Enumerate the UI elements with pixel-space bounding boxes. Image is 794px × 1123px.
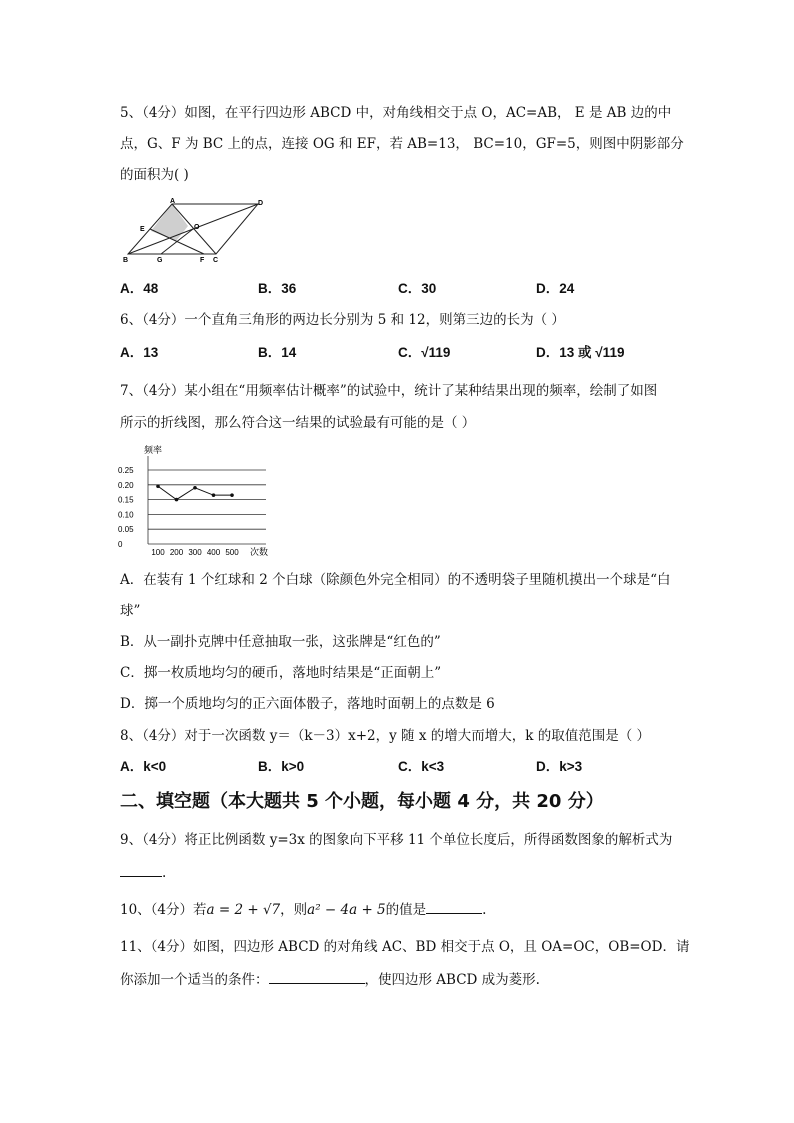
label-o: O	[194, 224, 200, 231]
q5-line2: 点，G、F 为 BC 上的点，连接 OG 和 EF，若 AB=13， BC=10，GF=5，则图中阴影部分	[120, 136, 684, 152]
q6-option-d[interactable]: D．13 或 √119	[536, 345, 625, 360]
q6-option-c[interactable]: C．√119	[398, 345, 451, 360]
q5-figure-parallelogram	[118, 196, 268, 266]
q5-line3: 的面积为( )	[120, 167, 189, 183]
q11-line1: 11、（4分）如图，四边形 ABCD 的对角线 AC、BD 相交于点 O，且 OA=OC，OB=OD．请	[120, 939, 690, 955]
q5-line1: 5、（4分）如图，在平行四边形 ABCD 中，对角线相交于点 O，AC=AB， E 是 AB 边的中	[120, 105, 672, 121]
q11-prefix: 你添加一个适当的条件：	[120, 972, 269, 988]
label-a: A	[170, 198, 176, 205]
chart-xtick-label: 300	[188, 548, 202, 557]
chart-point	[212, 493, 216, 497]
q6-line1: 6、（4分）一个直角三角形的两边长分别为 5 和 12，则第三边的长为（ ）	[120, 312, 565, 328]
chart-point	[230, 493, 234, 497]
chart-ytick-label: 0.05	[118, 525, 134, 535]
q6-option-b[interactable]: B．14	[258, 345, 297, 360]
label-d: D	[258, 200, 264, 207]
q10-prefix: 10、（4分）若	[120, 902, 207, 918]
q8-line1: 8、（4分）对于一次函数 y＝（k－3）x+2，y 随 x 的增大而增大，k 的取值范围是（ ）	[120, 728, 651, 744]
q9-period: .	[162, 865, 167, 881]
chart-xlabel: 次数	[250, 547, 269, 557]
chart-xtick-label: 400	[206, 548, 221, 557]
q8-option-a[interactable]: A．k<0	[120, 759, 167, 774]
label-g: G	[157, 257, 163, 264]
section-2-title: 二、填空题（本大题共 5 个小题，每小题 4 分，共 20 分）	[120, 791, 604, 812]
chart-point	[193, 486, 197, 490]
chart-point	[156, 484, 160, 488]
chart-xtick-label: 100	[151, 548, 165, 557]
q11-line2	[120, 969, 540, 989]
chart-xtick-label: 500	[225, 548, 239, 557]
q5-option-a[interactable]: A．48	[120, 281, 159, 296]
chart-ylabel: 频率	[144, 445, 163, 455]
q7-option-a-line1[interactable]: A．在装有 1 个红球和 2 个白球（除颜色外完全相同）的不透明袋子里随机摸出一个球是“白	[120, 572, 671, 588]
chart-ytick-label: 0.25	[118, 466, 134, 475]
q7-option-a-line2[interactable]: 球”	[120, 603, 141, 619]
q8-option-b[interactable]: B．k>0	[258, 759, 305, 774]
shaded-region	[151, 204, 188, 241]
chart-xtick-label: 200	[169, 548, 184, 557]
chart-ytick-label: 0.10	[118, 510, 134, 520]
q7-option-b[interactable]: B．从一副扑克牌中任意抽取一张，这张牌是“红色的”	[120, 634, 441, 650]
q8-option-c[interactable]: C．k<3	[398, 759, 445, 774]
q7-option-c[interactable]: C．掷一枚质地均匀的硬币，落地时结果是“正面朝上”	[120, 665, 442, 681]
q7-frequency-line-chart	[118, 442, 270, 558]
chart-point	[175, 498, 179, 502]
label-b: B	[123, 257, 129, 264]
q11-answer-blank[interactable]	[269, 969, 365, 984]
label-e: E	[140, 226, 145, 233]
q10-suffix: 的值是	[385, 902, 427, 918]
chart-ytick-label: 0.15	[118, 495, 134, 505]
q9-line1: 9、（4分）将正比例函数 y=3x 的图象向下平移 11 个单位长度后，所得函数图象的解析式为	[120, 832, 673, 848]
chart-ytick-label: 0	[118, 540, 123, 549]
q10-period: .	[482, 902, 487, 918]
q10-condition: a = 2 + √7	[206, 902, 281, 918]
q10-line	[120, 899, 486, 919]
q10-mid: ，则	[280, 902, 308, 918]
q7-line2: 所示的折线图，那么符合这一结果的试验最有可能的是（ ）	[120, 415, 476, 431]
q10-answer-blank[interactable]	[426, 899, 482, 914]
q5-option-b[interactable]: B．36	[258, 281, 297, 296]
q7-line1: 7、（4分）某小组在“用频率估计概率”的试验中，统计了某种结果出现的频率，绘制了如图	[120, 383, 658, 399]
label-c: C	[213, 257, 219, 264]
q11-suffix: ，使四边形 ABCD 成为菱形.	[364, 972, 540, 988]
q10-expression: a² − 4a + 5	[307, 902, 386, 918]
q5-option-c[interactable]: C．30	[398, 281, 437, 296]
q6-option-a[interactable]: A．13	[120, 345, 159, 360]
q5-option-d[interactable]: D．24	[536, 281, 575, 296]
q9-answer-line	[120, 862, 166, 882]
q8-option-d[interactable]: D．k>3	[536, 759, 583, 774]
chart-ytick-label: 0.20	[118, 480, 134, 490]
q9-answer-blank[interactable]	[120, 862, 162, 877]
label-f: F	[200, 257, 205, 264]
q7-option-d[interactable]: D．掷一个质地均匀的正六面体骰子，落地时面朝上的点数是 6	[120, 696, 495, 712]
